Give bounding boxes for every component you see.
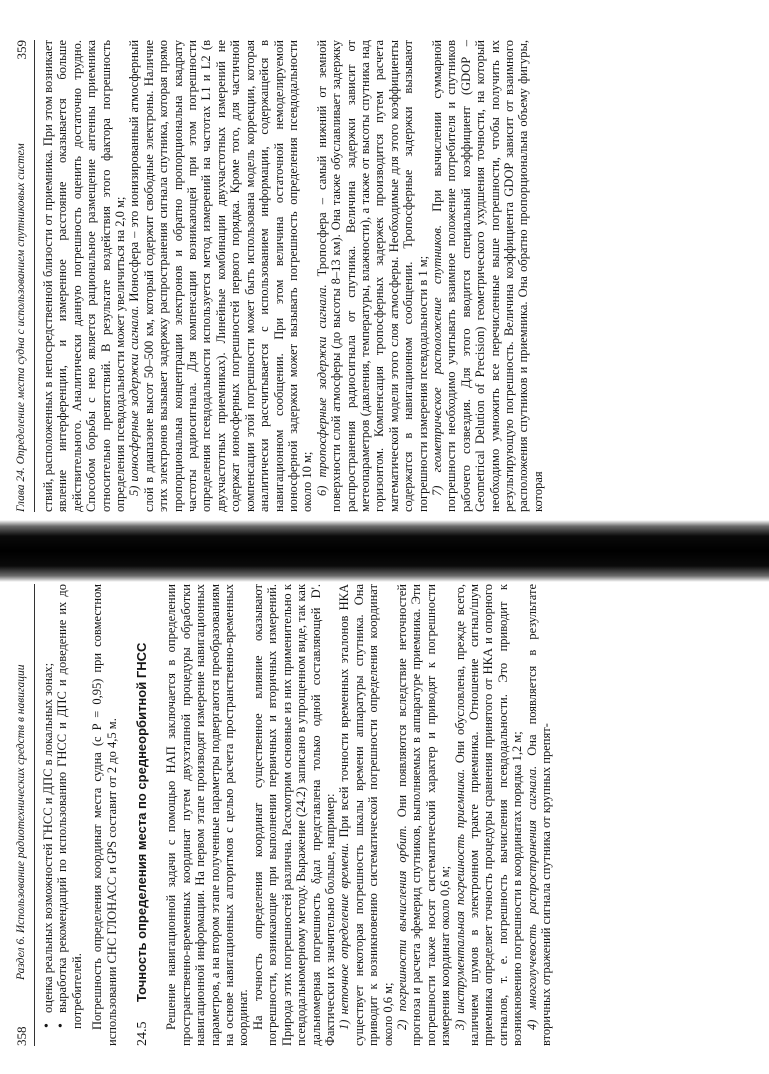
paragraph-accuracy: Погрешность определения координат места судна (с P = 0,95) при совместном использовании СНС ГЛОНАСС и GPS составит от 2 до 4,5 м. <box>90 584 119 1046</box>
error-item-4 <box>525 584 554 1046</box>
error-item-3-text: Они обусловлена, прежде всего, наличием шумов в электронном тракте приемника. Отношение сигнал/шум приемника определяет точность процедуры сравнения принятого от НКА и опорного сигналов, т. е. погрешность вычисления псевдодальности. Это приводит к возникновению погрешности в координатах порядка 1,2 м; <box>452 584 525 1046</box>
left-running-head: Раздел 6. Использование радиотехнических средств в навигации <box>15 664 27 980</box>
left-page-number: 358 <box>14 1026 29 1046</box>
error-item-5 <box>127 40 314 512</box>
error-item-2 <box>395 584 453 1046</box>
error-item-3 <box>453 584 525 1046</box>
left-running-header <box>14 584 34 1046</box>
error-item-6-text: Тропосфера – самый нижний от земной поверхности слой атмосферы (до высоты 8–13 км). Она также обуславливает задержку распространения радиосигнала от спутника. Величина задержки зависит от метеопараметров (давления, температуры, влажности), а также от высоты спутника над горизонтом. Компенсация тропосферных задержек производится путем расчета математической модели этого слоя атмосферы. Необходимые для этого коэффициенты содержатся в навигационном сообщении. Тропосферные задержки вызывают погрешности измерения псевдодальности в 1 м; <box>314 39 430 512</box>
paragraph-solution: Решение навигационной задачи с помощью НАП заключается в определении пространственно-временных координат путем двухэтапной процедуры обработки навигационной информации. На первом этапе производят измерение навигационных параметров, а на втором этапе полученные параметры подвергаются преобразованиям на основе навигационных алгоритмов с целью расчета пространственно-временных координат. <box>164 584 251 1046</box>
paragraph-continued: ствий, расположенных в непосредственной близости от приемника. При этом возникает явление интерференции, и измеренное расстояние оказывается больше действительного. Аналитически данную погрешность оценить достаточно трудно. Способом борьбы с нею является рациональное размещение антенны приемника относительно препятствий. В результате воздействия этого фактора погрешность определения псевдодальности может увеличиться на 2,0 м; <box>41 40 128 512</box>
bullet-item: • оценка реальных возможностей ГНСС и ДПС в локальных зонах; <box>41 584 55 1046</box>
paragraph-influence: На точность определения координат существенное влияние оказывают погрешности, возникающие при выполнении первичных и вторичных измерений. Природа этих погрешностей различна. Рассмотрим основные из них применительно к псевдодальномерному методу. Выражение (24.2) записано в упрощенном виде, так как дальномерная погрешность δдал представлена только одной составляющей D'. Фактически их значительно больше, например: <box>250 583 337 1046</box>
right-running-head: Глава 24. Определение места судна с использованием спутниковых систем <box>15 143 27 512</box>
error-item-7 <box>430 40 545 512</box>
error-item-5-label: 5) ионосферные задержки сигнала. <box>127 305 142 496</box>
error-item-3-label: 3) инструментальная погрешность приемника. <box>452 768 467 1030</box>
error-item-2-text: Они появляются вследствие неточностей прогноза и расчета эфемерид спутников, выполняемых в аппаратуре приемника. Эти погрешности также носят систематический характер и приводят к погрешности измерения координат около 0,6 м; <box>394 584 453 1046</box>
error-item-7-label: 7) геометрическое расположение спутников. <box>429 225 444 496</box>
right-body <box>41 40 545 512</box>
error-item-4-label: 4) многолучевость распространения сигнала. <box>524 765 539 1030</box>
section-number: 24.5 <box>135 1021 151 1046</box>
error-item-2-label: 2) погрешности вычисления орбит. <box>394 825 409 1030</box>
book-binding-shadow <box>0 520 769 582</box>
error-item-7-text: При вычислении суммарной погрешности необходимо учитывать взаимное положение потребителя и спутников рабочего созвездия. Для этого вводится специальный коэффициент (GDOP – Geometrical Delution of Precision) геометрического ухудшения точности, на который необходимо умножить все перечисленные выше погрешности, чтобы получить их результирующую погрешность. Величина коэффициента GDOP зависит от взаимного расположения спутников и приемника. Она обратно пропорциональна объему фигуры, которая <box>429 39 545 512</box>
left-page <box>0 554 769 1074</box>
error-item-6-label: 6) тропосферные задержки сигнала. <box>314 284 329 496</box>
error-item-6 <box>315 40 430 512</box>
right-running-header <box>14 40 34 512</box>
error-item-1 <box>337 584 395 1046</box>
error-item-1-label: 1) неточное определение времени. <box>337 842 352 1030</box>
left-body <box>41 584 553 1046</box>
error-item-4-text: Она появляется в результате вторичных отражений сигнала спутника от крупных препят- <box>524 583 553 1046</box>
section-title: Точность определения места по среднеорбитной ГНСС <box>134 642 150 1002</box>
right-page-number: 359 <box>14 40 29 60</box>
error-item-5-text: Ионосфера – это ионизированный атмосферный слой в диапазоне высот 50–500 км, который содержит свободные электроны. Наличие этих электронов вызывает задержку распространения сигнала спутника, которая прямо пропорциональна концентрации электронов и обратно пропорциональна квадрату частоты радиосигнала. Для компенсации возникающей при этом погрешности определения псевдодальности используется метод измерений на частотах L1 и L2 (в двухчастотных приемниках). Линейные комбинации двухчастотных измерений не содержат ионосферных погрешностей первого порядка. Кроме того, для частичной компенсации этой погрешности может быть использована модель коррекции, которая аналитически рассчитывается с использованием информации, содержащейся в навигационном сообщении. При этом величина остаточной немоделируемой ионосферной задержки может вызывать погрешность определения псевдодальности около 10 м; <box>127 39 315 512</box>
bullet-item: • выработка рекомендаций по использованию ГНСС и ДПС и доведение их до потребителей. <box>55 584 84 1046</box>
error-item-1-text: При всей точности временных эталонов НКА существует некоторая погрешность шкалы времени аппаратуры спутника. Она приводит к возникновению систематической погрешности определения координат около 0,6 м; <box>337 583 395 1046</box>
left-header-rule <box>34 584 35 1046</box>
right-header-rule <box>34 40 35 512</box>
section-heading <box>135 584 150 1046</box>
